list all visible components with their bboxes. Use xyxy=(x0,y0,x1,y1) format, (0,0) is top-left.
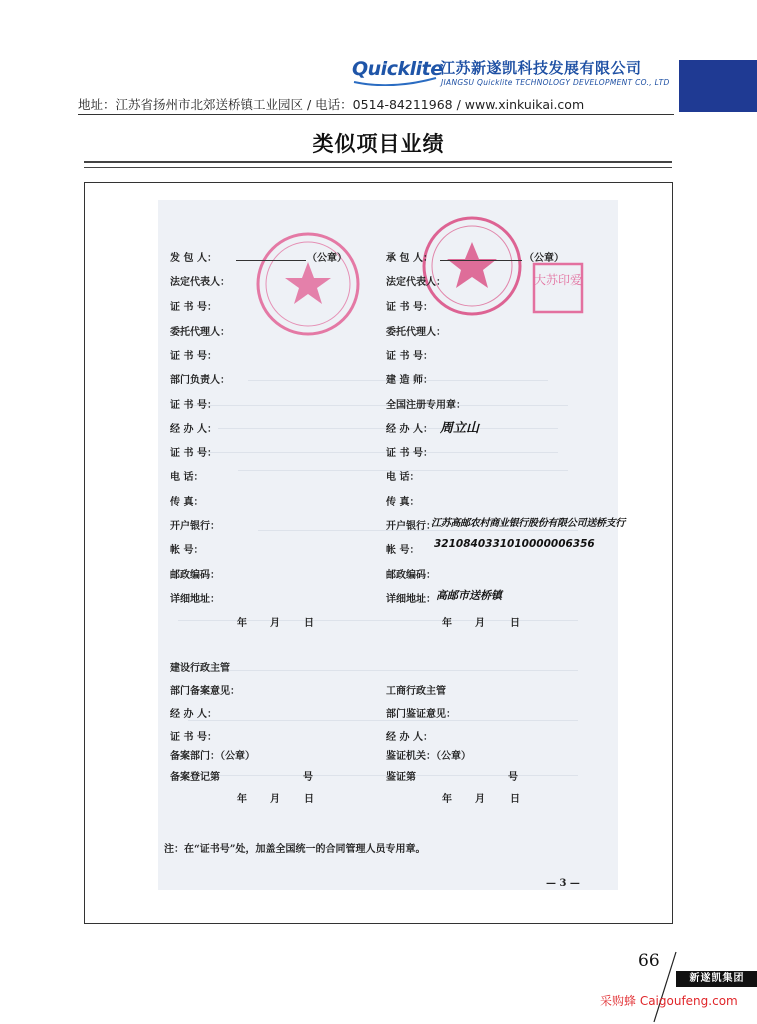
label-dizhi-right: 详细地址： xyxy=(386,594,436,605)
label-quanguo: 全国注册专用章： xyxy=(386,400,466,411)
label-kaihu-right: 开户银行： xyxy=(386,521,436,532)
label-br-2: 部门鉴证意见： xyxy=(386,709,456,720)
label-chuanzhen-right: 传 真： xyxy=(386,497,420,508)
title-divider-top xyxy=(84,161,672,163)
label-yue-right: 月 xyxy=(475,618,485,629)
label-zhang-left: 帐 号： xyxy=(170,545,204,556)
label-zhengshu-right-3: 证 书 号： xyxy=(386,448,433,459)
handwritten-jingban: 周立山 xyxy=(440,421,480,436)
label-bl-5: 备案部门：（公章） xyxy=(170,751,255,762)
label-gongzhang-left: （公章） xyxy=(307,253,347,264)
label-fading-left: 法定代表人： xyxy=(170,277,230,288)
label-bl-ri: 日 xyxy=(304,794,314,805)
label-zhengshu-left-1: 证 书 号： xyxy=(170,302,217,313)
inner-page-number: — 3 — xyxy=(546,878,580,889)
company-logo: Quicklite xyxy=(352,58,443,80)
handwritten-zhang: 3210840331010000006356 xyxy=(434,538,595,550)
label-nian-left: 年 xyxy=(237,618,247,629)
title-divider-bottom xyxy=(84,167,672,168)
label-kaihu-left: 开户银行： xyxy=(170,521,220,532)
label-bumen: 部门负责人： xyxy=(170,375,230,386)
underline-chengbao xyxy=(440,260,522,261)
label-br-1: 工商行政主管 xyxy=(386,686,446,697)
brand-color-block xyxy=(679,60,757,112)
label-zhengshu-right-2: 证 书 号： xyxy=(386,351,433,362)
header-divider xyxy=(78,114,674,115)
label-zhengshu-left-4: 证 书 号： xyxy=(170,448,217,459)
label-br-hao: 号 xyxy=(508,772,518,783)
handwritten-kaihu: 江苏高邮农村商业银行股份有限公司送桥支行 xyxy=(431,518,625,529)
label-bl-yue: 月 xyxy=(270,794,280,805)
label-dizhi-left: 详细地址： xyxy=(170,594,220,605)
site-watermark: 采购蜂 Caigoufeng.com xyxy=(600,994,738,1008)
group-badge: 新遂凯集团 xyxy=(676,971,757,987)
label-bl-3: 经 办 人： xyxy=(170,709,217,720)
label-br-5: 鉴证第 xyxy=(386,772,416,783)
company-address: 地址：江苏省扬州市北郊送桥镇工业园区 / 电话：0514-84211968 / www.xinkuikai.com xyxy=(78,97,585,112)
label-dianhua-left: 电 话： xyxy=(170,472,204,483)
label-youzheng-right: 邮政编码： xyxy=(386,570,436,581)
square-name-stamp-text: 大苏印爱 xyxy=(533,273,583,287)
label-ri-left: 日 xyxy=(304,618,314,629)
label-bl-hao: 号 xyxy=(303,772,313,783)
label-bl-2: 部门备案意见： xyxy=(170,686,240,697)
page-title: 类似项目业绩 xyxy=(312,131,445,156)
label-zhang-right: 帐 号： xyxy=(386,545,420,556)
label-yue-left: 月 xyxy=(270,618,280,629)
label-jingban-left: 经 办 人： xyxy=(170,424,217,435)
label-br-yue: 月 xyxy=(475,794,485,805)
document-note: 注：在“证书号”处，加盖全国统一的合同管理人员专用章。 xyxy=(164,844,426,855)
label-fading-right: 法定代表人： xyxy=(386,277,446,288)
label-bl-1: 建设行政主管 xyxy=(170,663,230,674)
square-name-stamp xyxy=(532,262,584,314)
label-weituo-left: 委托代理人： xyxy=(170,327,230,338)
company-name-cn: 江苏新遂凯科技发展有限公司 xyxy=(440,59,642,77)
label-br-4: 鉴证机关：（公章） xyxy=(386,751,471,762)
company-name-en: JIANGSU Quicklite TECHNOLOGY DEVELOPMENT CO., LTD xyxy=(441,78,670,87)
label-nian-right: 年 xyxy=(442,618,452,629)
label-br-nian: 年 xyxy=(442,794,452,805)
label-zhengshu-right-1: 证 书 号： xyxy=(386,302,433,313)
label-zhengshu-left-3: 证 书 号： xyxy=(170,400,217,411)
label-weituo-right: 委托代理人： xyxy=(386,327,446,338)
party-a-seal-stamp xyxy=(252,228,364,340)
label-bl-nian: 年 xyxy=(237,794,247,805)
label-dianhua-right: 电 话： xyxy=(386,472,420,483)
label-zhengshu-left-2: 证 书 号： xyxy=(170,351,217,362)
label-ri-right: 日 xyxy=(510,618,520,629)
label-fabaoren: 发 包 人： xyxy=(170,253,217,264)
party-b-seal-stamp xyxy=(418,212,526,320)
label-youzheng-left: 邮政编码： xyxy=(170,570,220,581)
underline-fabaoren xyxy=(236,260,306,261)
label-bl-4: 证 书 号： xyxy=(170,732,217,743)
handwritten-dizhi: 高邮市送桥镇 xyxy=(436,589,502,602)
label-gongzhang-right: （公章） xyxy=(524,253,564,264)
label-br-3: 经 办 人： xyxy=(386,732,433,743)
label-chengbao: 承 包 人： xyxy=(386,253,433,264)
label-jingban-right: 经 办 人： xyxy=(386,424,433,435)
label-br-ri: 日 xyxy=(510,794,520,805)
label-bl-6: 备案登记第 xyxy=(170,772,220,783)
label-chuanzhen-left: 传 真： xyxy=(170,497,204,508)
page-number: 66 xyxy=(638,951,660,971)
label-jianzao: 建 造 师： xyxy=(386,375,433,386)
